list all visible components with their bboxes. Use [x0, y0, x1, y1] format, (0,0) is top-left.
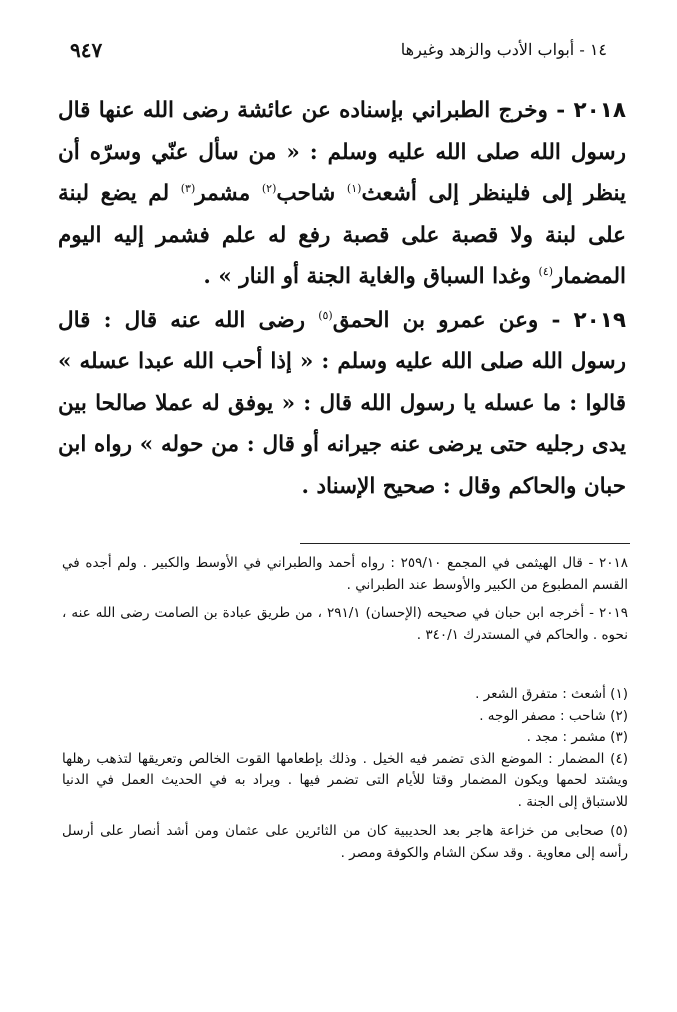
- glossary-footnotes: [62, 684, 628, 864]
- hadith-text: رضى الله عنه قال : قال رسول الله صلى الله عليه وسلم : « إذا أحب الله عبدا عسله » قالوا : ما عسله يا رسول الله قال : « يوفق له عملا صالحا بين يدى رجليه حتى يرضى عنه جيرانه أو قال : من حوله » رواه ابن حبان والحاكم وقال : صحيح الإسناد .: [58, 307, 626, 499]
- source-note: ٢٠١٨ - قال الهيثمى في المجمع ٢٥٩/١٠ : رواه أحمد والطبراني في الأوسط والكبير . ولم أجده في القسم المطبوع من الكبير والأوسط عند الطبراني .: [62, 555, 628, 593]
- footnote-marker: (٢): [261, 181, 277, 195]
- hadith-2019: [58, 300, 626, 508]
- main-text: [58, 90, 626, 507]
- footnote-separator: [300, 543, 630, 544]
- page-number: ٩٤٧: [70, 38, 103, 62]
- gloss-item: (٥) صحابى من خزاعة هاجر بعد الحديبية كان من الثائرين على عثمان ومن أشد أنصار على أرسل رأسه إلى معاوية . وقد سكن الشام والكوفة ومصر .: [62, 823, 628, 861]
- hadith-text: - وعن عمرو بن الحمق: [332, 307, 574, 333]
- hadith-text: وغدا السباق والغاية الجنة أو النار » .: [203, 264, 539, 289]
- footnote-marker: (١): [346, 181, 362, 195]
- page-header: [70, 38, 607, 68]
- gloss-item: (٢) شاحب : مصفر الوجه .: [479, 707, 628, 724]
- hadith-number: ٢٠١٨: [573, 98, 626, 123]
- hadith-number: ٢٠١٩: [573, 307, 626, 333]
- source-note: ٢٠١٩ - أخرجه ابن حبان في صحيحه (الإحسان) ٢٩١/١ ، من طريق عبادة بن الصامت رضى الله عنه ، نحوه . والحاكم في المستدرك ٣٤٠/١ .: [62, 605, 628, 643]
- hadith-2018: [58, 90, 626, 298]
- hadith-text: مشمر: [195, 181, 262, 206]
- source-notes: [62, 552, 628, 652]
- gloss-item: (٤) المضمار : الموضع الذى تضمر فيه الخيل . وذلك بإطعامها القوت الخالص وتعريقها لتذهب رهلها ويشتد لحمها ويكون المضمار وقتا للأيام التى تضمر فيها . ويراد به في الحديث العمل في الدنيا للاستباق إلى الجنة .: [62, 750, 628, 810]
- running-title: ١٤ - أبواب الأدب والزهد وغيرها: [400, 40, 607, 59]
- footnote-marker: (٤): [538, 264, 554, 278]
- hadith-text: شاحب: [276, 181, 347, 206]
- footnote-marker: (٥): [318, 308, 333, 322]
- gloss-item: (٣) مشمر : مجد .: [526, 729, 628, 745]
- gloss-item: (١) أشعث : متفرق الشعر .: [475, 686, 628, 702]
- hadith-text: لم يضع لبنة على لبنة ولا قصبة على قصبة رفع له علم فشمر إليه اليوم المضمار: [58, 181, 626, 289]
- hadith-text: - وخرج الطبراني بإسناده عن عائشة رضى الله عنها قال رسول الله صلى الله عليه وسلم : « من سأل عنّي وسرّه أن ينظر إلى فلينظر إلى أشعث: [58, 98, 626, 206]
- footnote-marker: (٣): [180, 181, 196, 195]
